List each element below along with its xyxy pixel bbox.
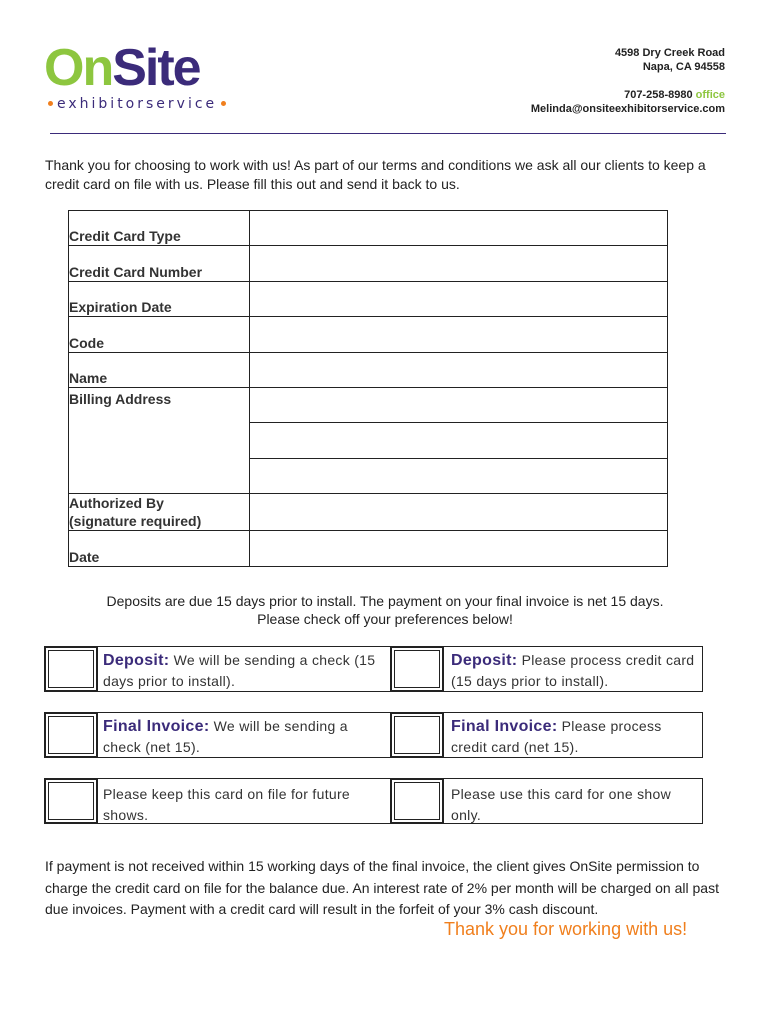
option-final-card-text <box>451 716 699 758</box>
checkbox-one-show[interactable] <box>390 778 444 824</box>
option-deposit-check-head: Deposit: <box>103 652 170 669</box>
field-billing-address-3[interactable] <box>250 458 668 493</box>
option-one-show-text: Please use this card for one show only. <box>451 786 672 823</box>
company-logo <box>44 40 244 120</box>
option-deposit-card-head: Deposit: <box>451 652 518 669</box>
city-state-zip: Napa, CA 94558 <box>642 61 725 73</box>
street-address: 4598 Dry Creek Road <box>614 47 725 59</box>
contact-block <box>531 46 725 116</box>
intro-paragraph: Thank you for choosing to work with us! As part of our terms and conditions we ask all our clients to keep a credit card on file with us. Please fill this out and send it back to us. <box>45 157 706 192</box>
option-deposit-card-body: Please process credit card (15 days prior to install). <box>451 652 695 689</box>
header-divider <box>50 133 726 134</box>
payment-terms-paragraph: If payment is not received within 15 working days of the final invoice, the client gives OnSite permission to charge the credit card on file for the balance due. An interest rate of 2% per month will be charged on all past due invoices. Payment with a credit card will result in the forfeit of your 3% cash discount. <box>45 858 719 917</box>
logo-tagline-row <box>44 96 230 112</box>
label-code: Code <box>69 317 250 352</box>
checkbox-final-check[interactable] <box>44 712 98 758</box>
email-address: Melinda@onsiteexhibitorservice.com <box>530 103 725 115</box>
thank-you-message: Thank you for working with us! <box>444 919 688 939</box>
field-credit-card-number[interactable] <box>250 246 668 281</box>
logo-on: On <box>44 39 113 97</box>
field-name[interactable] <box>250 352 668 387</box>
phone-label: office <box>695 89 725 101</box>
option-final-check-text <box>103 716 388 758</box>
field-authorized-by[interactable] <box>250 494 668 531</box>
label-credit-card-number: Credit Card Number <box>69 246 250 281</box>
checkbox-deposit-check[interactable] <box>44 646 98 692</box>
label-credit-card-type: Credit Card Type <box>69 211 250 246</box>
option-deposit-card-text <box>451 650 699 692</box>
phone-number: 707-258-8980 <box>624 89 693 101</box>
credit-card-form <box>68 210 668 567</box>
option-deposit-check-body: We will be sending a check (15 days prior to install). <box>103 652 376 689</box>
field-billing-address-2[interactable] <box>250 423 668 458</box>
deposits-note-line-2: Please check off your preferences below! <box>257 611 513 627</box>
checkbox-deposit-card[interactable] <box>390 646 444 692</box>
field-expiration-date[interactable] <box>250 281 668 316</box>
authorized-by-text: Authorized By <box>69 495 164 512</box>
field-credit-card-type[interactable] <box>250 211 668 246</box>
option-deposit-check-text <box>103 650 388 692</box>
option-keep-card-text: Please keep this card on file for future shows. <box>103 786 351 823</box>
label-billing-address: Billing Address <box>69 387 250 493</box>
label-expiration-date: Expiration Date <box>69 281 250 316</box>
deposits-note-line-1: Deposits are due 15 days prior to install. The payment on your final invoice is net 15 days. <box>106 593 664 609</box>
logo-dot-right <box>221 101 226 106</box>
signature-required-text: (signature required) <box>69 513 202 530</box>
option-final-check-head: Final Invoice: <box>103 718 210 735</box>
phone-line <box>531 88 725 102</box>
deposits-note <box>40 592 730 628</box>
checkbox-final-card[interactable] <box>390 712 444 758</box>
option-final-card-body: Please process credit card (net 15). <box>451 718 662 755</box>
field-billing-address-1[interactable] <box>250 387 668 422</box>
label-date: Date <box>69 531 250 566</box>
field-date[interactable] <box>250 531 668 566</box>
label-authorized-by <box>69 494 250 531</box>
label-name: Name <box>69 352 250 387</box>
logo-wordmark <box>44 40 200 96</box>
field-code[interactable] <box>250 317 668 352</box>
logo-tagline: exhibitorservice <box>57 96 218 112</box>
checkbox-keep-card[interactable] <box>44 778 98 824</box>
option-final-card-head: Final Invoice: <box>451 718 558 735</box>
logo-dot-left <box>48 101 53 106</box>
option-final-check-body: We will be sending a check (net 15). <box>103 718 348 755</box>
logo-site: Site <box>112 39 200 97</box>
